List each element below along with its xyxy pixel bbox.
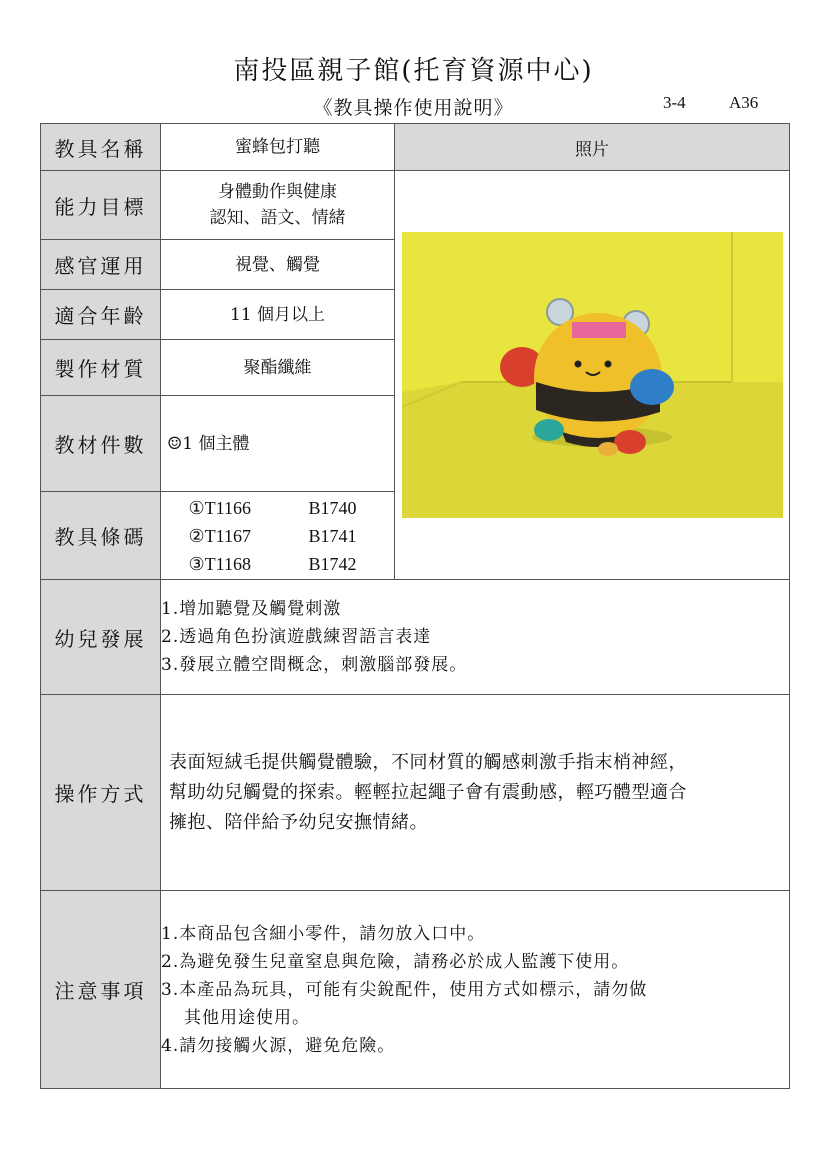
note-label: 注意事項 — [41, 891, 161, 1089]
op-line: 擁抱、陪伴給予幼兒安撫情緒。 — [169, 811, 428, 833]
page-subtitle: 《教具操作使用說明》 — [313, 97, 514, 119]
list-item: 2.透過角色扮演遊戲練習語言表達 — [161, 627, 432, 647]
list-item: 其他用途使用。 — [184, 1007, 310, 1028]
age-label: 適合年齡 — [41, 290, 161, 340]
op-line: 幫助幼兒觸覺的探索。輕輕拉起繩子會有震動感，輕巧體型適合 — [169, 781, 687, 803]
code-number: 3-4 — [663, 93, 686, 112]
photo-cell — [395, 171, 790, 580]
note-list — [161, 891, 790, 1089]
op-line: 表面短絨毛提供觸覺體驗，不同材質的觸感刺激手指末梢神經， — [169, 751, 687, 773]
material-label: 製作材質 — [41, 340, 161, 396]
barcode-t: ②T1167 — [188, 525, 251, 546]
op-text — [161, 695, 790, 891]
barcode-b: B1742 — [308, 553, 357, 574]
barcode-t: ①T1166 — [188, 497, 251, 518]
ability-value — [161, 171, 395, 240]
barcode-t: ③T1168 — [188, 553, 251, 574]
photo-header: 照片 — [395, 124, 790, 171]
sense-label: 感官運用 — [41, 240, 161, 290]
dev-list — [161, 580, 790, 695]
barcode-row — [161, 494, 394, 522]
barcode-row — [161, 522, 394, 550]
parts-value: ☺1 個主體 — [161, 396, 395, 492]
barcode-b: B1741 — [308, 525, 357, 546]
toy-photo — [402, 232, 783, 518]
list-item: 3.發展立體空間概念，刺激腦部發展。 — [161, 655, 468, 675]
barcode-row — [161, 550, 394, 578]
ability-label: 能力目標 — [41, 171, 161, 240]
name-value: 蜜蜂包打聽 — [161, 124, 395, 171]
info-table — [40, 123, 790, 1089]
age-value: 11 個月以上 — [161, 290, 395, 340]
list-item: 4.請勿接觸火源，避免危險。 — [161, 1035, 396, 1056]
list-item: 1.增加聽覺及觸覺刺激 — [161, 599, 342, 619]
list-item: 1.本商品包含細小零件，請勿放入口中。 — [161, 923, 486, 944]
sense-value: 視覺、觸覺 — [161, 240, 395, 290]
ability-line-2: 認知、語文、情緒 — [209, 208, 346, 228]
code-id: A36 — [729, 93, 759, 112]
parts-label: 教材件數 — [41, 396, 161, 492]
op-label: 操作方式 — [41, 695, 161, 891]
list-item: 2.為避免發生兒童窒息與危險，請務必於成人監護下使用。 — [161, 951, 630, 972]
ability-line-1: 身體動作與健康 — [218, 182, 337, 202]
page-title: 南投區親子館(托育資源中心) — [233, 56, 594, 86]
barcode-list — [161, 492, 395, 580]
name-label: 教具名稱 — [41, 124, 161, 171]
dev-label: 幼兒發展 — [41, 580, 161, 695]
list-item: 3.本產品為玩具，可能有尖銳配件，使用方式如標示，請勿做 — [161, 979, 648, 1000]
barcode-b: B1740 — [308, 497, 357, 518]
material-value: 聚酯纖維 — [161, 340, 395, 396]
barcode-label: 教具條碼 — [41, 492, 161, 580]
